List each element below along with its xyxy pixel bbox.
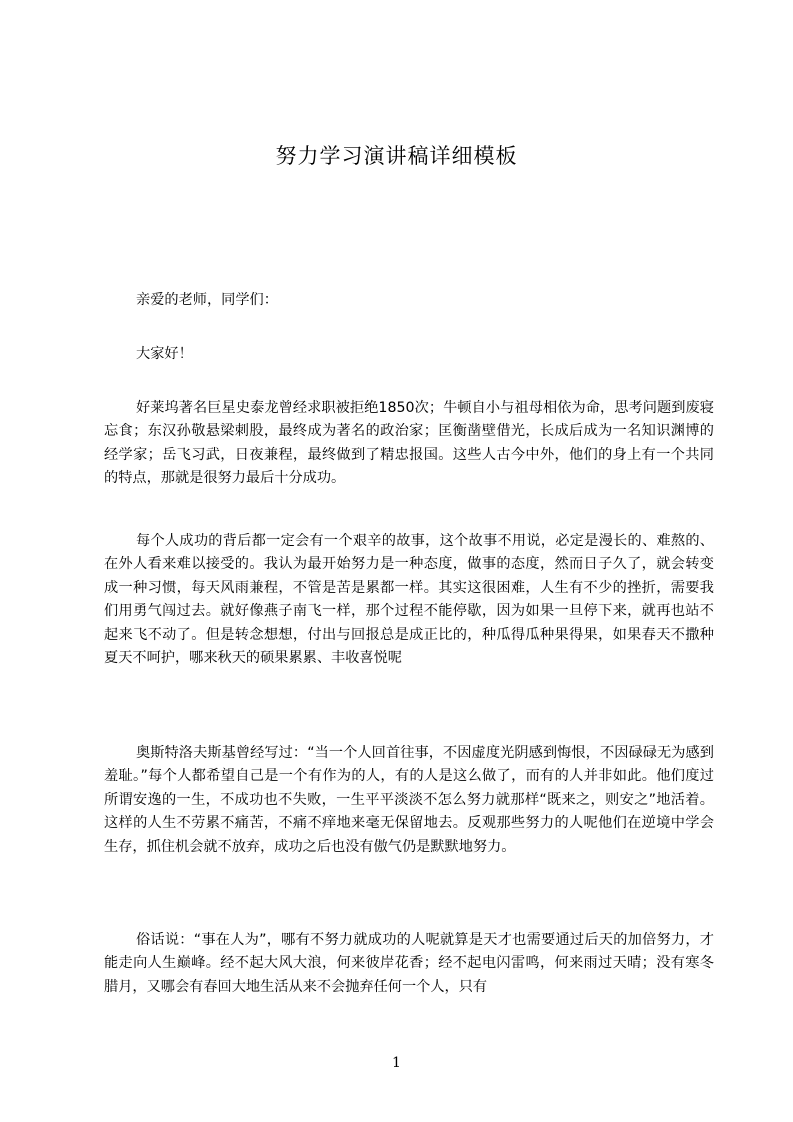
greeting-paragraph: 亲爱的老师，同学们： <box>136 292 278 308</box>
page-number: 1 <box>392 1055 401 1071</box>
body-paragraph-2: 每个人成功的背后都一定会有一个艰辛的故事，这个故事不用说，必定是漫长的、难熬的、在外人看来难以接受的。我认为最开始努力是一种态度，做事的态度，然而日子久了，就会转变成一种习惯，每天风雨兼程，不管是苦是累都一样。其实这很困难，人生有不少的挫折，需要我们用勇气闯过去。就好像燕子南飞一样，那个过程不能停歇，因为如果一旦停下来，就再也站不起来飞不动了。但是转念想想，付出与回报总是成正比的，种瓜得瓜种果得果，如果春天不撒种夏天不呵护，哪来秋天的硕果累累、丰收喜悦呢 <box>104 533 714 667</box>
body-paragraph-4: 俗话说：“事在人为”，哪有不努力就成功的人呢就算是天才也需要通过后天的加倍努力，才能走向人生巅峰。经不起大风大浪，何来彼岸花香；经不起电闪雷鸣，何来雨过天晴；没有寒冬腊月，又哪会有春回大地生活从来不会抛弃任何一个人，只有 <box>104 932 714 995</box>
body-paragraph-1: 好莱坞著名巨星史泰龙曾经求职被拒绝1850次；牛顿自小与祖母相依为命，思考问题到废寝忘食；东汉孙敬悬梁刺股，最终成为著名的政治家；匡衡凿壁借光，长成后成为一名知识渊博的经学家；岳飞习武，日夜兼程，最终做到了精忠报国。这些人古今中外，他们的身上有一个共同的特点，那就是很努力最后十分成功。 <box>104 400 714 487</box>
page-title: 努力学习演讲稿详细模板 <box>275 144 518 168</box>
body-paragraph-3: 奥斯特洛夫斯基曾经写过：“当一个人回首往事，不因虚度光阴感到悔恨，不因碌碌无为感到羞耻。”每个人都希望自己是一个有作为的人，有的人是这么做了，而有的人并非如此。他们度过所谓安逸的一生，不成功也不失败，一生平平淡淡不怎么努力就那样“既来之，则安之”地活着。这样的人生不劳累不痛苦，不痛不痒地来毫无保留地去。反观那些努力的人呢他们在逆境中学会生存，抓住机会就不放弃，成功之后也没有傲气仍是默默地努力。 <box>104 745 714 855</box>
hello-paragraph: 大家好！ <box>136 346 193 362</box>
